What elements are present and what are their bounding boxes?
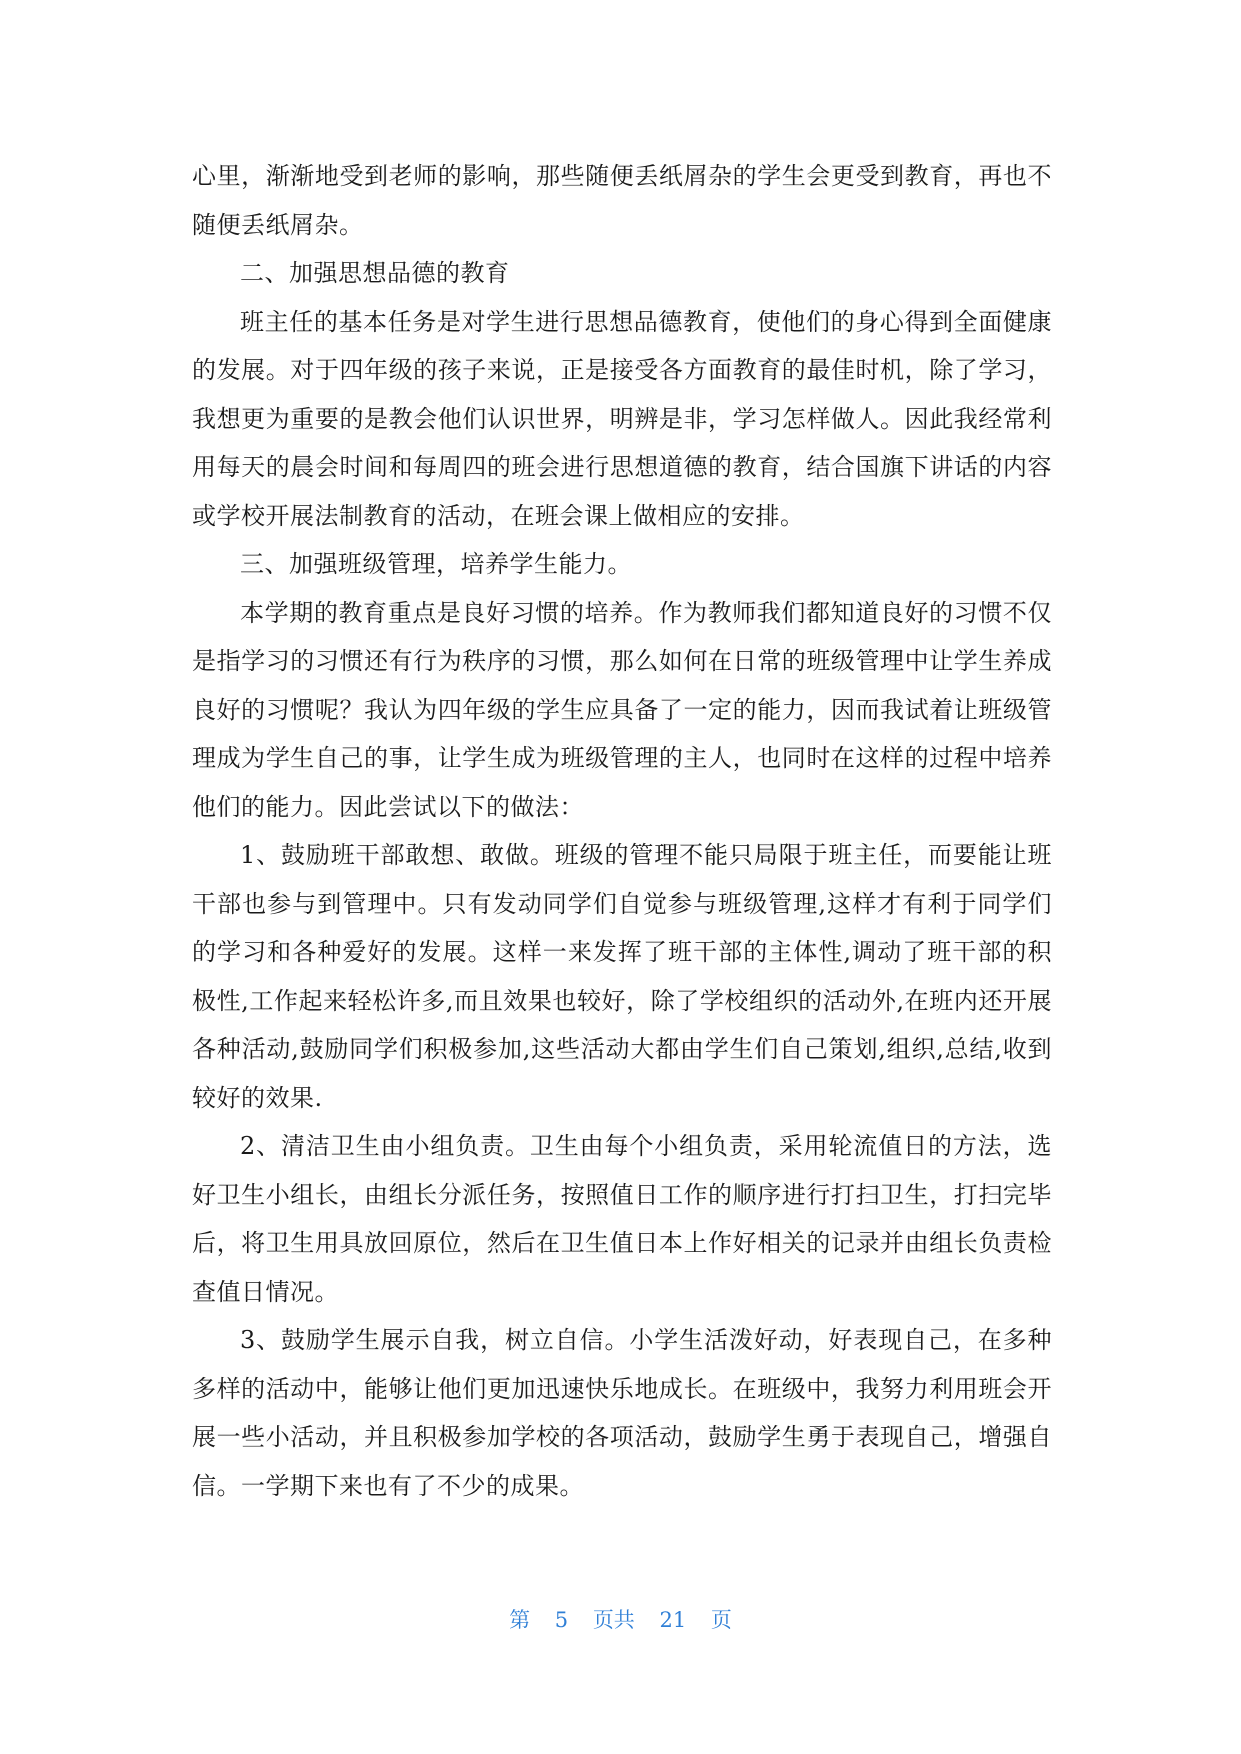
- paragraph: 班主任的基本任务是对学生进行思想品德教育，使他们的身心得到全面健康的发展。对于四年级的孩子来说，正是接受各方面教育的最佳时机，除了学习，我想更为重要的是教会他们认识世界，明辨是非，学习怎样做人。因此我经常利用每天的晨会时间和每周四的班会进行思想道德的教育，结合国旗下讲话的内容或学校开展法制教育的活动，在班会课上做相应的安排。: [192, 307, 1052, 530]
- page-footer-middle: 页共: [592, 1608, 635, 1632]
- section-heading: 三、加强班级管理，培养学生能力。: [240, 550, 632, 578]
- paragraph: 心里，渐渐地受到老师的影响，那些随便丢纸屑杂的学生会更受到教育，再也不随便丢纸屑杂。: [192, 162, 1052, 239]
- document-body: [192, 152, 1052, 1510]
- page-footer-prefix: 第: [509, 1608, 531, 1632]
- list-item: 1、鼓励班干部敢想、敢做。班级的管理不能只局限于班主任，而要能让班干部也参与到管理中。只有发动同学们自觉参与班级管理,这样才有利于同学们的学习和各种爱好的发展。这样一来发挥了班干部的主体性,调动了班干部的积极性,工作起来轻松许多,而且效果也较好，除了学校组织的活动外,在班内还开展各种活动,鼓励同学们积极参加,这些活动大都由学生们自己策划,组织,总结,收到较好的效果.: [192, 841, 1052, 1112]
- current-page-number: 5: [554, 1608, 569, 1632]
- page-footer: [0, 1604, 1241, 1634]
- list-item: 2、清洁卫生由小组负责。卫生由每个小组负责，采用轮流值日的方法，选好卫生小组长，由组长分派任务，按照值日工作的顺序进行打扫卫生，打扫完毕后，将卫生用具放回原位，然后在卫生值日本上作好相关的记录并由组长负责检查值日情况。: [192, 1132, 1052, 1306]
- page-footer-suffix: 页: [710, 1608, 732, 1632]
- total-pages-number: 21: [659, 1608, 687, 1632]
- paragraph: 本学期的教育重点是良好习惯的培养。作为教师我们都知道良好的习惯不仅是指学习的习惯还有行为秩序的习惯，那么如何在日常的班级管理中让学生养成良好的习惯呢？我认为四年级的学生应具备了一定的能力，因而我试着让班级管理成为学生自己的事，让学生成为班级管理的主人，也同时在这样的过程中培养他们的能力。因此尝试以下的做法：: [192, 598, 1052, 821]
- section-heading: 二、加强思想品德的教育: [240, 259, 510, 287]
- list-item: 3、鼓励学生展示自我，树立自信。小学生活泼好动，好表现自己，在多种多样的活动中，能够让他们更加迅速快乐地成长。在班级中，我努力利用班会开展一些小活动，并且积极参加学校的各项活动，鼓励学生勇于表现自己，增强自信。一学期下来也有了不少的成果。: [192, 1326, 1052, 1500]
